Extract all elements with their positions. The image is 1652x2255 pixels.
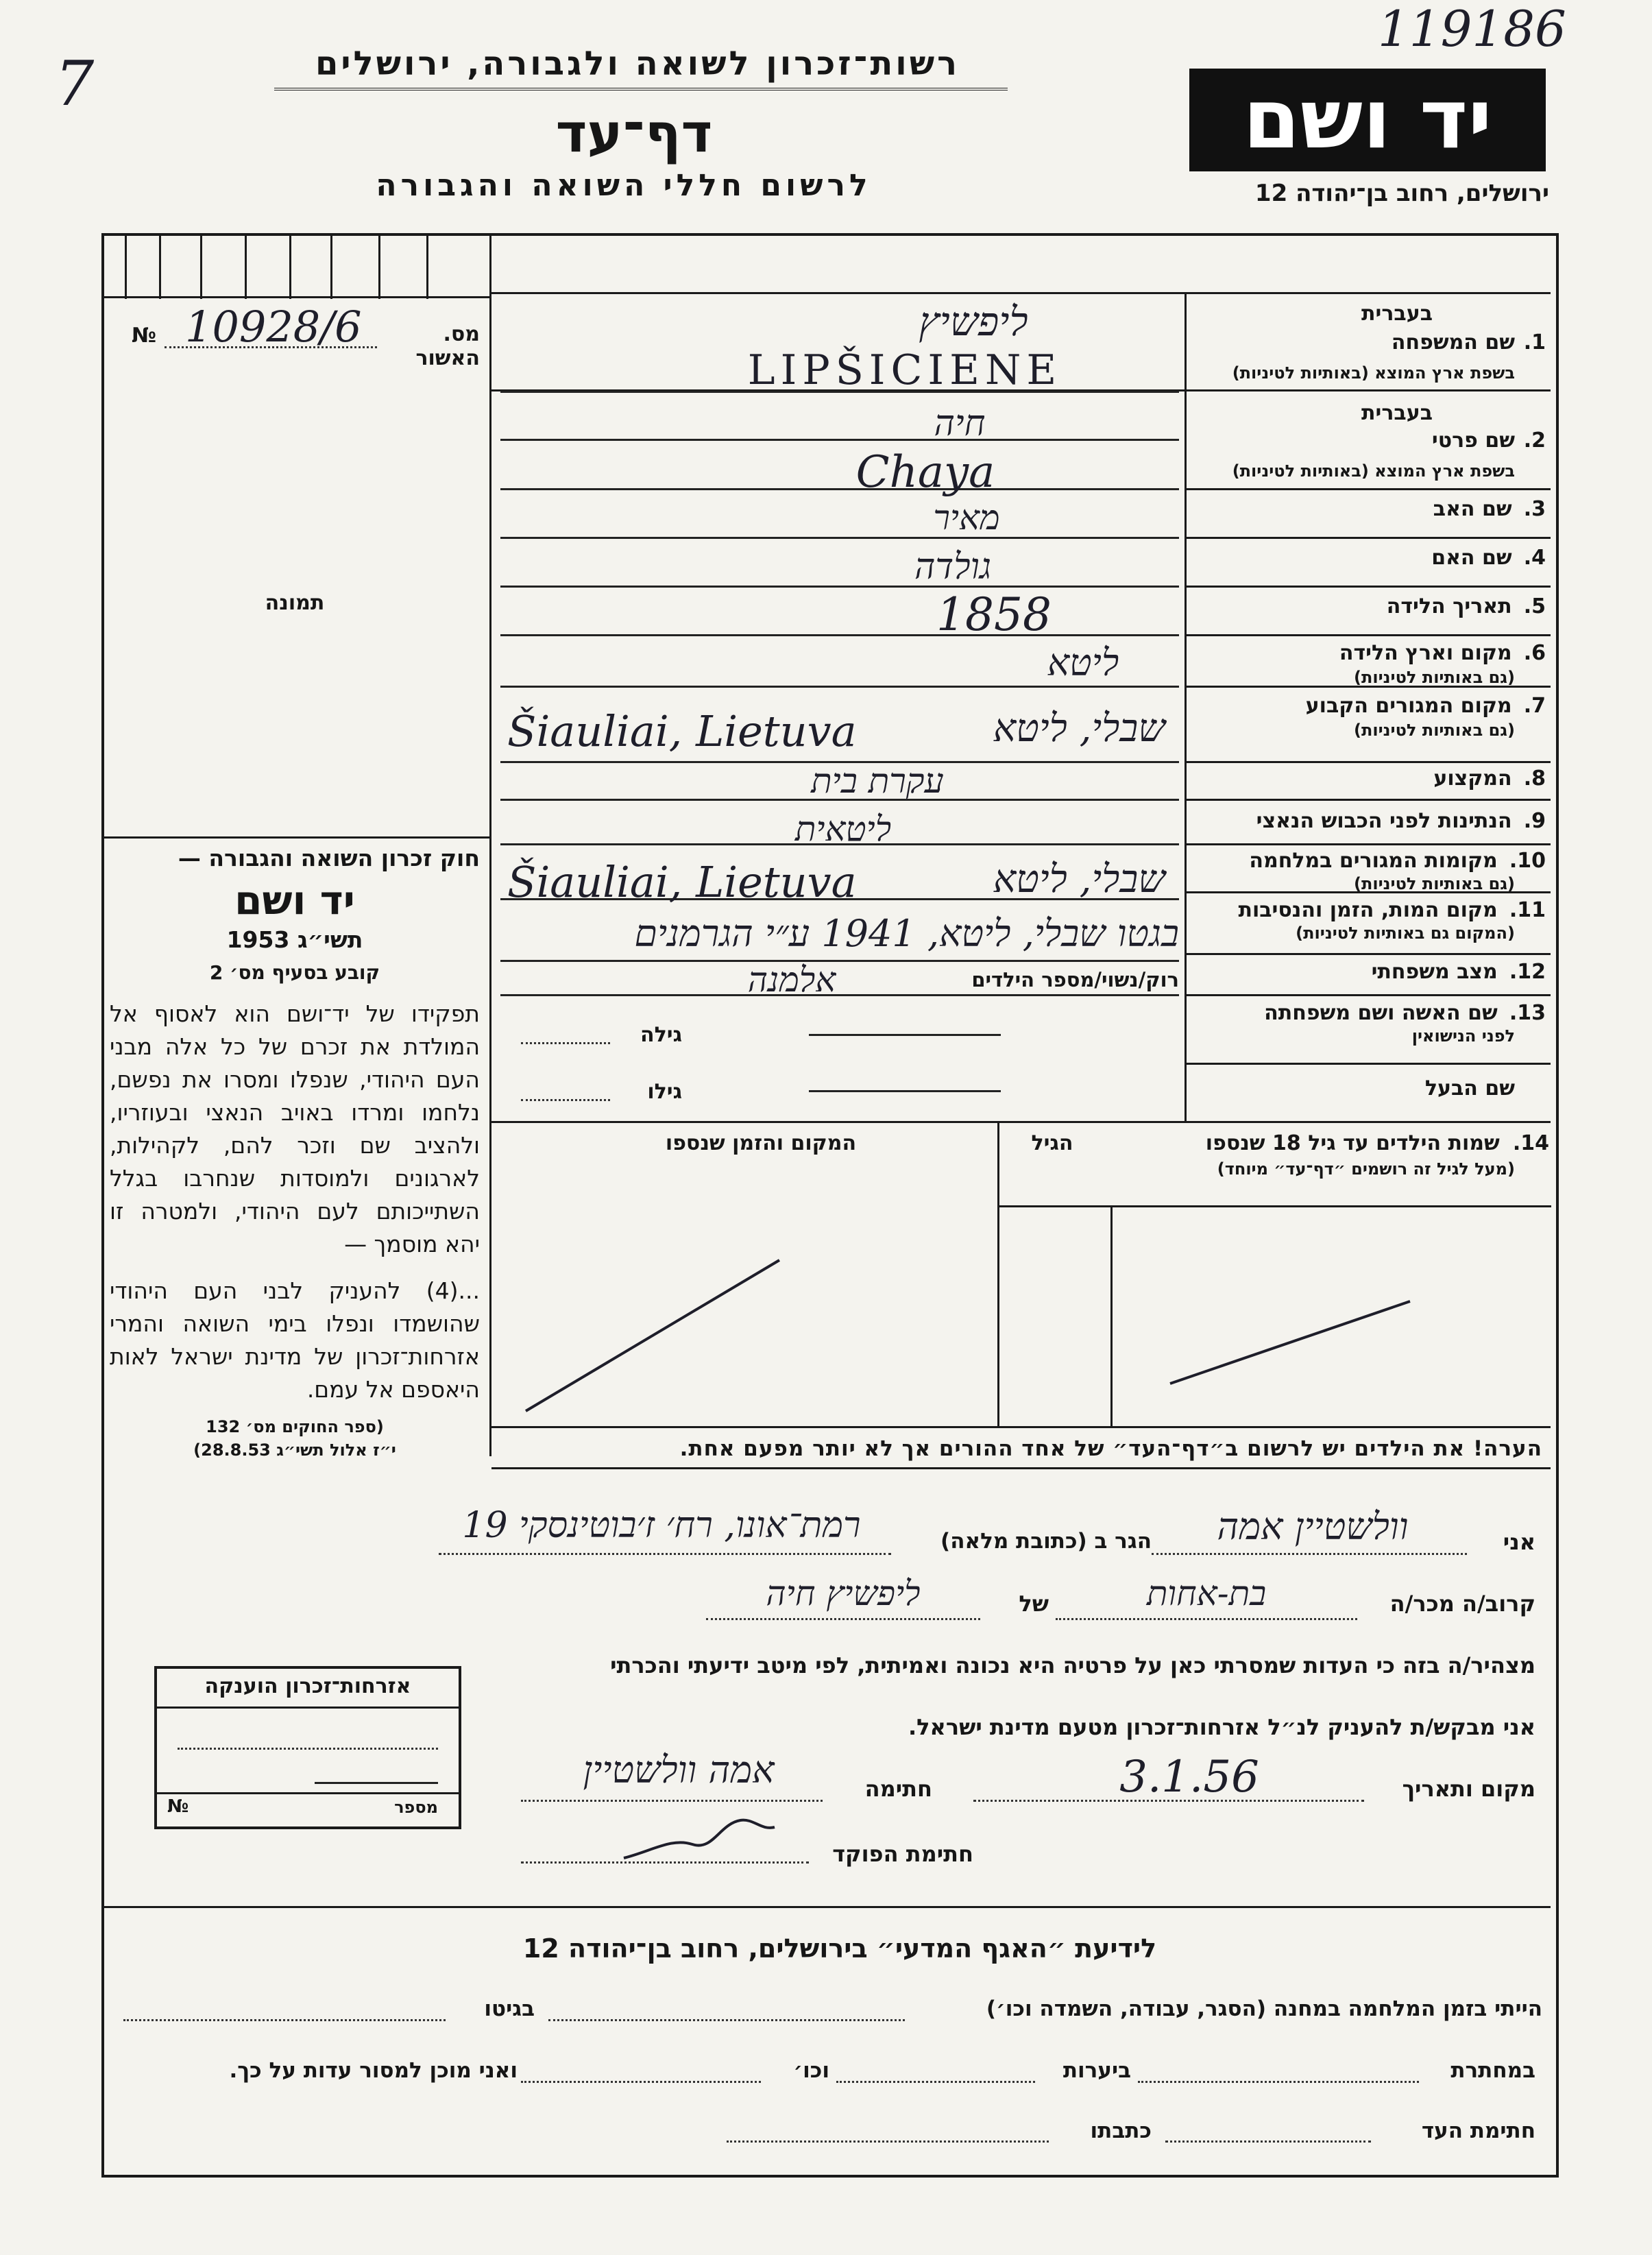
- declaration-line3: מצהיר/ה בזה כי העדות שמסרתי כאן על פרטיה היא נכונה ואמיתית, לפי מיטב ידיעתי והכרתי: [610, 1652, 1535, 1678]
- footer-ghetto-label: בגיטו: [484, 1997, 535, 2021]
- field-7-label: מקום המגורים הקבוע: [1305, 694, 1512, 718]
- firstname-latin-value: Chaya: [855, 447, 995, 498]
- field-13: [1189, 1001, 1546, 1046]
- field-8: [1189, 767, 1546, 791]
- field-7: [1189, 694, 1546, 740]
- address: ירושלים, רחוב בן־יהודה 12: [1254, 180, 1549, 207]
- field-11: [1189, 898, 1546, 943]
- row-line-12: [1186, 994, 1551, 996]
- field-9-label: הנתינות לפני הכבוש הנאצי: [1256, 809, 1512, 833]
- profession-value: עקרת בית: [811, 761, 944, 801]
- field-8-label: המקצוע: [1433, 767, 1512, 791]
- institution-line: רשות־זכרון לשואה ולגבורה, ירושלים: [315, 45, 960, 83]
- citizenship-value: ליטאית: [794, 809, 892, 849]
- archive-number: 119186: [1378, 0, 1566, 58]
- field-12-num: 12.: [1509, 960, 1546, 984]
- relation-of-label: של: [1019, 1591, 1049, 1617]
- row-line-7: [1186, 761, 1551, 763]
- birthplace-value: ליטא: [1047, 641, 1119, 684]
- citizenship-box-number-line: [157, 1792, 459, 1794]
- form-title: דף־עד: [555, 103, 713, 165]
- field-2-sub: בשפת ארץ המוצא (באותיות לטיניות): [1232, 461, 1515, 481]
- marital-value: אלמנה: [747, 960, 836, 1000]
- official-signature-label: חתימת הפוקד: [832, 1841, 973, 1867]
- field-6-sub: (גם באותיות לטיניות): [1354, 668, 1515, 687]
- footer-etc-line: [521, 2081, 761, 2083]
- declaration-line4: אני מבקש/ת להעניק לנ״ל אזרחות־זכרון מטעם מדינת ישראל.: [908, 1714, 1535, 1740]
- value-line-6: [500, 686, 1179, 688]
- field-11-num: 11.: [1509, 898, 1546, 922]
- field-2: [1189, 401, 1546, 490]
- relation-value: בת-אחות: [1146, 1573, 1267, 1613]
- footer-divider: [104, 1906, 1551, 1908]
- code-boxes: [104, 236, 495, 299]
- firstname-hebrew-value: חיה: [934, 403, 986, 444]
- children-strikeout: [491, 1123, 1551, 1426]
- place-date-label: מקום ותאריך: [1402, 1776, 1535, 1802]
- relation-label: קרוב/ה מכר/ה: [1389, 1591, 1535, 1617]
- strike-place-column: [526, 1260, 779, 1411]
- marital-options: רוק/נשוי/מספר הילדים: [971, 968, 1179, 991]
- relation-line: [1056, 1618, 1357, 1620]
- citizenship-box-number-label: מספר: [394, 1798, 438, 1817]
- approval-dots: [165, 346, 377, 348]
- citizenship-box-no: №: [167, 1796, 189, 1817]
- field-3-label: שם האב: [1433, 497, 1512, 521]
- war-residence-latin-value: Šiauliai, Lietuva: [507, 857, 857, 907]
- field-10-label: מקומות המגורים במלחמה: [1249, 849, 1498, 873]
- father-value: מאיר: [933, 498, 1000, 538]
- law-paragraph2: ...(4) להעניק לבני העם היהודי שהושמדו ונפלו בימי השואה והמרי אזרחות־זכרון של מדינת ישראל לאות היאספם אל עמם.: [110, 1277, 480, 1403]
- children-label: שמות הילדים עד גיל 18 שנספו: [1205, 1131, 1500, 1155]
- field-13-label: שם האשה ושם משפחתה: [1264, 1001, 1498, 1025]
- footer-forest-label: ביערות: [1062, 2058, 1131, 2083]
- residence-latin-value: Šiauliai, Lietuva: [507, 706, 857, 756]
- children-col-age: הגיל: [1031, 1131, 1073, 1155]
- field-12-label: מצב משפחתי: [1371, 960, 1498, 984]
- field-4: [1189, 546, 1546, 570]
- label-column-divider: [1185, 292, 1187, 1122]
- mother-value: גולדה: [914, 546, 992, 588]
- field-9: [1189, 809, 1546, 833]
- residence-hebrew-value: שבלי, ליטא: [993, 706, 1165, 751]
- death-value: בגטו שבלי, ליטא, 1941 ע״י הגרמנים: [634, 912, 1179, 955]
- law-source2: י״ז אלול תשי״ג 28.8.53): [193, 1440, 396, 1460]
- value-line-3: [500, 537, 1179, 539]
- law-line4: קובע בסעיף מס׳ 2: [209, 961, 380, 984]
- place-date-line: [973, 1800, 1364, 1802]
- row-line-9: [1186, 843, 1551, 845]
- wife-name-line: [809, 1034, 1001, 1036]
- children-sub: (מעל לגיל זה רושמים ״דף־עד״ מיוחד): [1217, 1159, 1515, 1179]
- footer-testify-label: ואני מוכן למסור עדות על כך.: [229, 2058, 518, 2083]
- field-7-num: 7.: [1523, 694, 1546, 718]
- law-box: [110, 845, 480, 1460]
- husband-age-dots: [521, 1099, 610, 1101]
- field-3: [1189, 497, 1546, 521]
- field-10-sub: (גם באותיות לטיניות): [1354, 874, 1515, 893]
- field-1-num: 1.: [1523, 330, 1546, 354]
- field-2-num: 2.: [1523, 429, 1546, 453]
- field-11-sub: (המקום גם באותיות לטיניות): [1296, 924, 1515, 943]
- margin-mark: 7: [55, 48, 95, 120]
- row-line-5: [1186, 634, 1551, 636]
- field-1-label: שם המשפחה: [1391, 330, 1515, 354]
- top-strip-line: [104, 296, 491, 298]
- field-5-num: 5.: [1523, 594, 1546, 618]
- approval-number: 10928/6: [185, 302, 362, 352]
- footer-address-line: [727, 2141, 1049, 2143]
- surname-hebrew-value: ליפשיץ: [919, 298, 1028, 345]
- field-13-sub: לפני הנישואין: [1411, 1026, 1515, 1046]
- field-5-label: תאריך הלידה: [1386, 594, 1512, 618]
- field-1: [1189, 302, 1546, 391]
- value-line-2a: [500, 439, 1179, 441]
- field-1-hebrew-tag: בעברית: [1361, 302, 1433, 326]
- field-10-num: 10.: [1509, 849, 1546, 873]
- citizenship-box: [154, 1666, 461, 1829]
- birthdate-value: 1858: [936, 588, 1052, 641]
- top-strip-line-right: [491, 292, 1551, 294]
- declarant-name: וולשטיין אמה: [1217, 1505, 1409, 1548]
- field-3-num: 3.: [1523, 497, 1546, 521]
- wife-age-label: גילה: [640, 1023, 682, 1047]
- note-line: [491, 1467, 1551, 1469]
- law-source1: (ספר החוקים מס׳ 132: [206, 1417, 384, 1436]
- declaration-prefix: אני: [1503, 1529, 1535, 1555]
- declarant-name-line: [1152, 1553, 1467, 1555]
- row-line-8: [1186, 799, 1551, 801]
- signature-value: אמה וולשטיין: [583, 1748, 775, 1792]
- footer-underground-label: במחתרת: [1450, 2058, 1535, 2083]
- photo-label: תמונה: [265, 591, 325, 615]
- place-date-value: 3.1.56: [1119, 1752, 1259, 1802]
- field-10: [1189, 849, 1546, 893]
- form-subtitle: לרשום חללי השואה והגבורה: [376, 168, 872, 203]
- photo-box-bottom: [104, 836, 491, 839]
- field-4-label: שם האם: [1431, 546, 1512, 570]
- footer-forest-line: [836, 2081, 1035, 2083]
- relation-of-value: ליפשיץ חיה: [766, 1573, 921, 1613]
- citizenship-box-line: [315, 1782, 438, 1784]
- footer-etc-label: וכו׳: [793, 2058, 829, 2083]
- field-husband: [1189, 1076, 1546, 1100]
- strike-name-column: [1170, 1301, 1410, 1384]
- surname-latin-value: LIPŠICIENE: [747, 346, 1062, 394]
- field-9-num: 9.: [1523, 809, 1546, 833]
- children-table-bottom: [491, 1426, 1551, 1428]
- field-1-sub: בשפת ארץ המוצא (באותיות לטיניות): [1232, 363, 1515, 383]
- field-6-label: מקום וארץ הלידה: [1339, 641, 1512, 665]
- field-11-label: מקום המות, הזמן והנסיבות: [1238, 898, 1498, 922]
- row-line-4: [1186, 586, 1551, 588]
- field-8-num: 8.: [1523, 767, 1546, 791]
- signature-line: [521, 1800, 823, 1802]
- value-line-4: [500, 586, 1179, 588]
- field-13-num: 13.: [1509, 1001, 1546, 1025]
- declarant-address-line: [439, 1553, 891, 1555]
- relation-of-line: [706, 1618, 980, 1620]
- field-2-label: שם פרטי: [1431, 429, 1515, 453]
- field-husband-label: שם הבעל: [1424, 1076, 1515, 1100]
- footer-title: לידיעת ״האגף המדעי״ בירושלים, רחוב בן־יהודה 12: [522, 1933, 1157, 1964]
- citizenship-box-dots: [178, 1748, 438, 1750]
- signature-label: חתימה: [864, 1776, 932, 1802]
- footer-address-label: כתבתו: [1090, 2119, 1152, 2143]
- no-symbol: №: [132, 324, 157, 348]
- law-line3: תשי״ג 1953: [226, 926, 363, 953]
- wife-age-dots: [521, 1042, 610, 1044]
- children-num: 14.: [1512, 1131, 1549, 1155]
- footer-witness-signature-line: [1165, 2141, 1371, 2143]
- war-residence-hebrew-value: שבלי, ליטא: [993, 857, 1165, 902]
- law-line1: חוק זכרון השואה והגבורה —: [178, 845, 480, 871]
- field-7-sub: (גם באותיות לטיניות): [1354, 721, 1515, 740]
- law-paragraph1: תפקידו של יד־ושם הוא לאסוף אל המולדת את זכרם של כל אלה מבני העם היהודי, שנפלו ומסרו את נפשם, נלחמו ומרדו באויב הנאצי ובעוזריו, ולהציב שם וזכר להם, לקהילות, לארגונים ולמוסדות שנחרבו בגלל השתייכותם לעם היהודי, ולמטרה זו יהא מוסמך —: [110, 1000, 480, 1257]
- official-signature-scribble: [617, 1810, 781, 1872]
- field-6: [1189, 641, 1546, 687]
- field-2-hebrew-tag: בעברית: [1361, 401, 1433, 425]
- citizenship-box-header-line: [157, 1707, 459, 1709]
- law-line2: יד ושם: [234, 877, 355, 924]
- footer-camp-line: [548, 2019, 905, 2021]
- yad-vashem-logo: יד ושם: [1189, 69, 1546, 171]
- approval-label: מס. האשור: [415, 322, 480, 370]
- citizenship-box-title: אזרחות־זכרון הוענקה: [204, 1674, 411, 1698]
- row-line-3: [1186, 537, 1551, 539]
- field-4-num: 4.: [1523, 546, 1546, 570]
- row-line-11: [1186, 953, 1551, 955]
- institution-underline: [274, 88, 1008, 91]
- footer-ghetto-line: [123, 2019, 446, 2021]
- footer-witness-signature-label: חתימת העד: [1421, 2119, 1535, 2143]
- field-6-num: 6.: [1523, 641, 1546, 665]
- children-note: הערה! את הילדים יש לרשום ב״דף־העד״ של אחד ההורים אך לא יותר מפעם אחת.: [679, 1436, 1542, 1461]
- row-line-13: [1186, 1063, 1551, 1065]
- footer-underground-line: [1138, 2081, 1419, 2083]
- field-12: [1189, 960, 1546, 984]
- footer-camp-label: הייתי בזמן המלחמה במחנה (הסגר, עבודה, השמדה וכו׳): [986, 1997, 1542, 2021]
- declaration-address-label: הגר ב (כתובת מלאה): [940, 1529, 1152, 1554]
- declarant-address: רמת־אונו, רח׳ ז׳בוטינסקי 19: [462, 1505, 861, 1546]
- husband-age-label: גילו: [647, 1080, 682, 1104]
- husband-name-line: [809, 1090, 1001, 1092]
- field-5: [1189, 594, 1546, 618]
- children-col-place: המקום והזמן שנספו: [665, 1131, 857, 1155]
